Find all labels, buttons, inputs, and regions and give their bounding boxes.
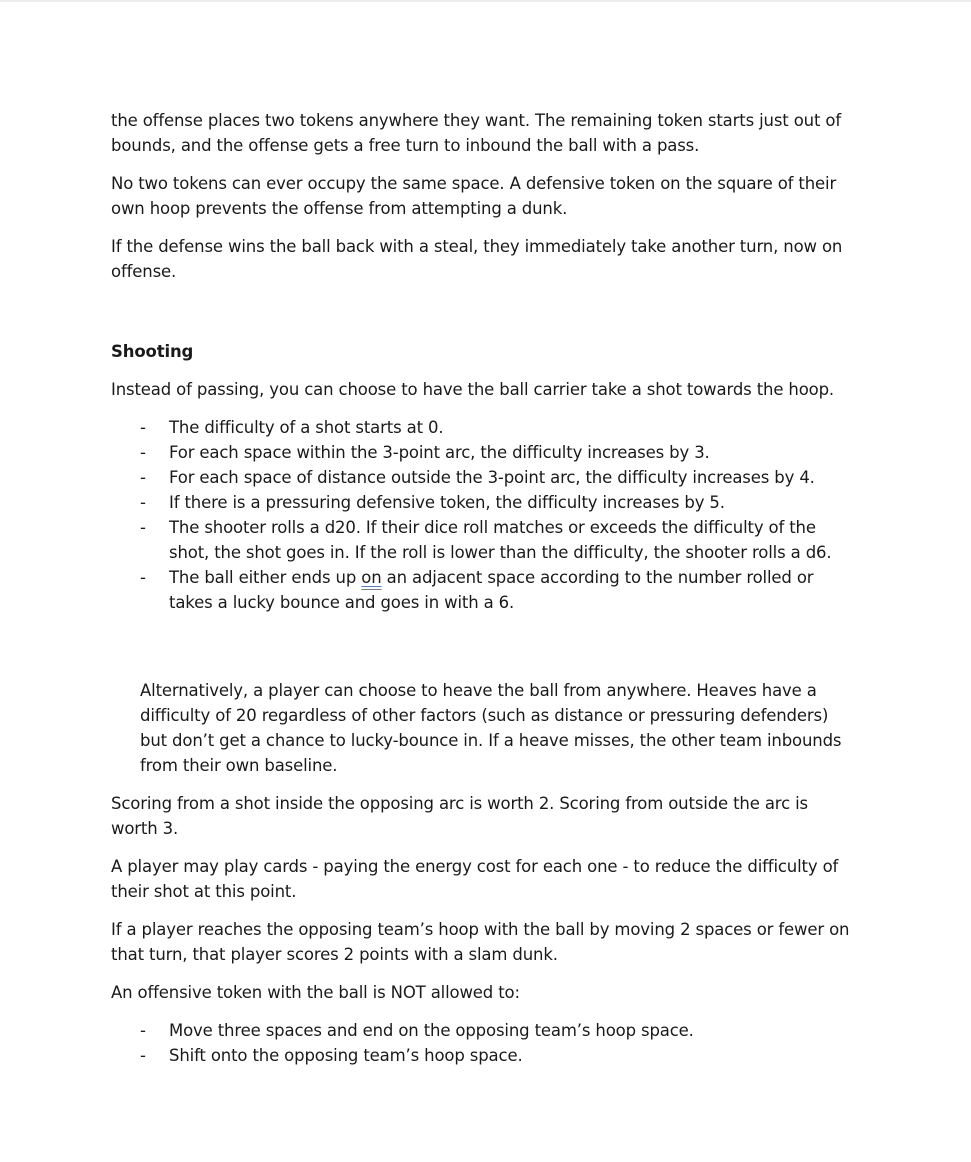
paragraph-heave: Alternatively, a player can choose to heave the ball from anywhere. Heaves have a difficulty of 20 regardless of other factors (such as distance or pressuring defenders) but don’t get a chance to lucky-bounce in. If a heave misses, the other team inbounds from their own baseline. [140, 681, 842, 775]
dash-bullet: - [140, 418, 146, 437]
paragraph-not-allowed: An offensive token with the ball is NOT allowed to: [111, 983, 520, 1002]
paragraph-shooting-intro: Instead of passing, you can choose to have the ball carrier take a shot towards the hoop. [111, 380, 835, 399]
list-item-text: For each space within the 3-point arc, the difficulty increases by 3. [169, 443, 710, 462]
list-item-text-after: an adjacent space according to the number rolled or takes a lucky bounce and goes in with a 6. [169, 568, 814, 612]
list-item [111, 415, 856, 440]
list-item [111, 465, 856, 490]
list-item [111, 490, 856, 515]
list-item [111, 1043, 856, 1068]
list-item-text: The shooter rolls a d20. If their dice roll matches or exceeds the difficulty of the shot, the shot goes in. If the roll is lower than the difficulty, the shooter rolls a d6. [169, 518, 832, 562]
list-item [111, 1018, 856, 1043]
list-item-text: Shift onto the opposing team’s hoop space. [169, 1046, 523, 1065]
list-item-text: Move three spaces and end on the opposing team’s hoop space. [169, 1021, 694, 1040]
list-item-text: If there is a pressuring defensive token, the difficulty increases by 5. [169, 493, 725, 512]
list-item [111, 515, 856, 565]
document-page [111, 108, 856, 1081]
paragraph-dunk: If a player reaches the opposing team’s hoop with the ball by moving 2 spaces or fewer on that turn, that player scores 2 points with a slam dunk. [111, 920, 850, 964]
blank-line [111, 628, 856, 678]
list-item-text: For each space of distance outside the 3-point arc, the difficulty increases by 4. [169, 468, 815, 487]
paragraph-scoring: Scoring from a shot inside the opposing arc is worth 2. Scoring from outside the arc is worth 3. [111, 794, 808, 838]
list-item-text-before: The ball either ends up [169, 568, 362, 587]
dash-bullet: - [140, 568, 146, 587]
list-item [111, 440, 856, 465]
dash-bullet: - [140, 518, 146, 537]
list-item [111, 565, 856, 615]
list-item-text: The difficulty of a shot starts at 0. [169, 418, 444, 437]
dash-bullet: - [140, 1021, 146, 1040]
not-allowed-list [111, 1018, 856, 1068]
paragraph-steal: If the defense wins the ball back with a steal, they immediately take another turn, now on offense. [111, 237, 843, 281]
dash-bullet: - [140, 493, 146, 512]
paragraph-cards: A player may play cards - paying the energy cost for each one - to reduce the difficulty of their shot at this point. [111, 857, 839, 901]
dash-bullet: - [140, 1046, 146, 1065]
section-heading-shooting: Shooting [111, 342, 194, 361]
dash-bullet: - [140, 443, 146, 462]
page-top-edge [0, 0, 971, 2]
paragraph-token-spacing: No two tokens can ever occupy the same space. A defensive token on the square of their own hoop prevents the offense from attempting a dunk. [111, 174, 837, 218]
shot-rules-list [111, 415, 856, 615]
paragraph-inbound: the offense places two tokens anywhere they want. The remaining token starts just out of bounds, and the offense gets a free turn to inbound the ball with a pass. [111, 111, 841, 155]
dash-bullet: - [140, 468, 146, 487]
grammar-flagged-word[interactable]: on [361, 568, 382, 587]
